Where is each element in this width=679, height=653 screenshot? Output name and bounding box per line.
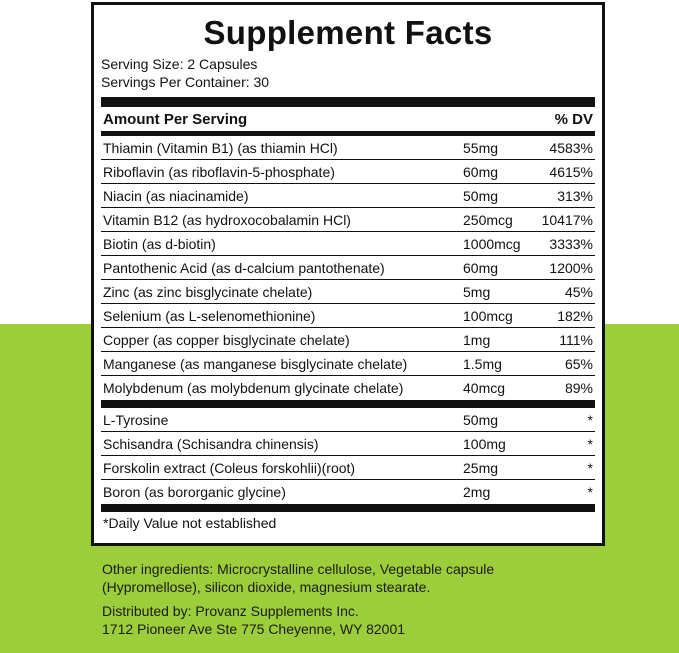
nutrient-name: Molybdenum (as molybdenum glycinate chelate) (103, 380, 404, 396)
nutrient-amount: 50mg (463, 411, 499, 428)
distributor-name: Distributed by: Provanz Supplements Inc. (102, 603, 359, 619)
nutrient-dv: * (587, 459, 593, 476)
amount-header-row (101, 107, 595, 131)
nutrient-dv: 182% (557, 307, 593, 324)
table-row (101, 256, 595, 280)
nutrient-amount: 1.5mg (463, 355, 502, 372)
nutrient-dv: 1200% (549, 259, 593, 276)
nutrient-dv: 45% (564, 283, 593, 300)
nutrient-dv: 4583% (549, 139, 593, 156)
nutrient-dv: 3333% (549, 235, 593, 252)
nutrient-dv: 10417% (541, 211, 593, 228)
other-ingredients-line-2: (Hypromellose), silicon dioxide, magnesium stearate. (102, 579, 431, 595)
nutrient-amount: 25mg (463, 459, 499, 476)
nutrient-name: Selenium (as L-selenomethionine) (103, 307, 316, 324)
nutrient-name: Copper (as copper bisglycinate chelate) (103, 331, 350, 348)
other-ingredients-line-1: Other ingredients: Microcrystalline cellulose, Vegetable capsule (102, 561, 495, 577)
nutrient-name: Biotin (as d-biotin) (103, 235, 216, 252)
table-row (101, 480, 595, 504)
nutrient-dv: * (587, 435, 593, 452)
nutrient-dv: * (587, 484, 593, 500)
nutrient-amount: 40mcg (463, 380, 506, 396)
serving-size: Serving Size: 2 Capsules (101, 56, 258, 72)
package-text (102, 560, 672, 644)
daily-value-footnote: *Daily Value not established (103, 515, 277, 531)
servings-per-container: Servings Per Container: 30 (101, 74, 270, 90)
nutrient-amount: 250mcg (463, 211, 513, 228)
table-row (101, 408, 595, 432)
nutrient-dv: 4615% (549, 163, 593, 180)
table-row (101, 184, 595, 208)
nutrient-name: Forskolin extract (Coleus forskohlii)(root) (103, 459, 356, 476)
table-row (101, 328, 595, 352)
table-row (101, 160, 595, 184)
amount-per-serving-header: Amount Per Serving (103, 110, 248, 128)
table-row (101, 456, 595, 480)
nutrient-name: Niacin (as niacinamide) (103, 187, 249, 204)
nutrient-amount: 55mg (463, 139, 499, 156)
other-ingredient-table (101, 408, 595, 504)
nutrient-dv: 89% (564, 380, 593, 396)
table-row (101, 352, 595, 376)
nutrient-name: Manganese (as manganese bisglycinate chelate) (103, 355, 408, 372)
nutrient-amount: 60mg (463, 259, 499, 276)
nutrient-dv: 313% (557, 187, 593, 204)
thick-divider (101, 97, 595, 107)
table-row (101, 208, 595, 232)
table-row (101, 376, 595, 400)
dv-header: % DV (554, 110, 593, 128)
nutrient-name: Thiamin (Vitamin B1) (as thiamin HCl) (103, 139, 338, 156)
table-row (101, 304, 595, 328)
nutrient-amount: 1000mcg (463, 235, 521, 252)
section-divider (101, 400, 595, 408)
nutrient-dv: 111% (559, 331, 593, 348)
nutrient-amount: 1mg (463, 331, 491, 348)
nutrient-amount: 100mcg (463, 307, 513, 324)
nutrient-dv: * (587, 411, 593, 428)
nutrient-amount: 50mg (463, 187, 499, 204)
nutrient-amount: 2mg (463, 484, 491, 500)
table-row (101, 232, 595, 256)
nutrient-amount: 60mg (463, 163, 499, 180)
nutrient-name: Pantothenic Acid (as d-calcium pantothenate) (103, 259, 385, 276)
nutrient-name: Riboflavin (as riboflavin-5-phosphate) (103, 163, 335, 180)
nutrient-name: Boron (as bororganic glycine) (103, 484, 286, 500)
vitamin-mineral-table (101, 136, 595, 400)
distributor-info (102, 602, 672, 638)
nutrient-name: Schisandra (Schisandra chinensis) (103, 435, 319, 452)
nutrient-amount: 100mg (463, 435, 506, 452)
nutrient-dv: 65% (564, 355, 593, 372)
table-row (101, 280, 595, 304)
nutrient-name: Zinc (as zinc bisglycinate chelate) (103, 283, 313, 300)
panel-title: Supplement Facts (203, 14, 493, 51)
table-row (101, 136, 595, 160)
supplement-facts-panel (91, 2, 605, 546)
nutrient-name: Vitamin B12 (as hydroxocobalamin HCl) (103, 211, 351, 228)
nutrient-name: L-Tyrosine (103, 411, 169, 428)
nutrient-amount: 5mg (463, 283, 491, 300)
other-ingredients (102, 560, 672, 596)
footnote-divider (101, 504, 595, 512)
table-row (101, 432, 595, 456)
distributor-address: 1712 Pioneer Ave Ste 775 Cheyenne, WY 82001 (102, 621, 406, 637)
